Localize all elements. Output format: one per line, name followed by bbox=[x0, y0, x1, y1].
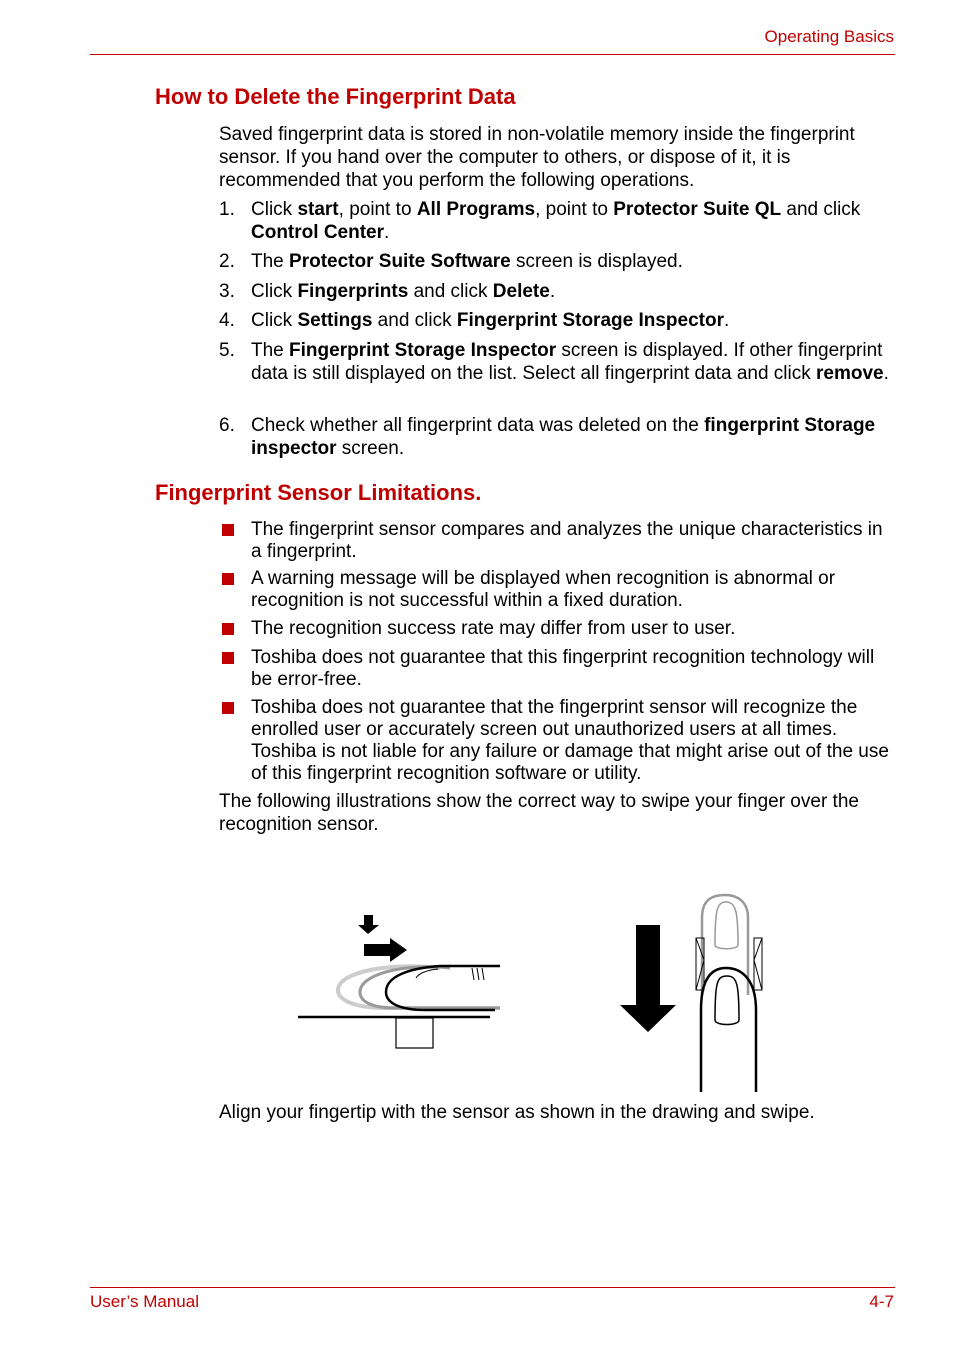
step-number: 6. bbox=[219, 415, 235, 436]
step-number: 2. bbox=[219, 251, 235, 272]
step-number: 5. bbox=[219, 340, 235, 361]
large-down-arrow-icon bbox=[636, 925, 660, 1007]
bullet-item bbox=[219, 697, 895, 785]
section-heading-limitations: Fingerprint Sensor Limitations. bbox=[155, 480, 482, 505]
step-item bbox=[219, 250, 895, 273]
step-text: Click start, point to All Programs, point to Protector Suite QL and click Control Center. bbox=[251, 199, 861, 243]
footer-rule bbox=[90, 1287, 895, 1288]
delete-intro-paragraph: Saved fingerprint data is stored in non-volatile memory inside the fingerprint sensor. If you hand over the computer to others, or dispose of it, it is recommended that you perform the following operations. bbox=[219, 124, 855, 191]
header-rule bbox=[90, 54, 895, 55]
bullet-square-icon bbox=[222, 702, 234, 714]
bullet-text: The recognition success rate may differ from user to user. bbox=[251, 618, 736, 639]
small-down-arrow-icon bbox=[364, 915, 373, 925]
step-text: The Protector Suite Software screen is displayed. bbox=[251, 251, 683, 272]
illustration-intro-paragraph: The following illustrations show the correct way to swipe your finger over the recognition sensor. bbox=[219, 791, 859, 835]
step-number: 4. bbox=[219, 310, 235, 331]
step-item bbox=[219, 198, 895, 244]
page-number: 4-7 bbox=[869, 1292, 894, 1311]
step-item bbox=[219, 414, 895, 460]
bullet-text: Toshiba does not guarantee that the fingerprint sensor will recognize the enrolled user or accurately screen out unauthorized users at all times. Toshiba is not liable for any failure or damage that might arise out of the use of this fingerprint recognition software or utility. bbox=[251, 697, 889, 784]
illustration-caption: Align your fingertip with the sensor as shown in the drawing and swipe. bbox=[219, 1102, 815, 1123]
step-item bbox=[219, 309, 895, 332]
step-text: Click Fingerprints and click Delete. bbox=[251, 281, 556, 302]
footer-manual-title: User’s Manual bbox=[90, 1292, 199, 1311]
step-text: Click Settings and click Fingerprint Storage Inspector. bbox=[251, 310, 730, 331]
sensor-icon bbox=[396, 1018, 433, 1048]
bullet-text: A warning message will be displayed when recognition is abnormal or recognition is not successful within a fixed duration. bbox=[251, 568, 836, 611]
section-heading-delete: How to Delete the Fingerprint Data bbox=[155, 84, 516, 109]
right-arrow-icon bbox=[364, 944, 390, 956]
step-item bbox=[219, 280, 895, 303]
step-item bbox=[219, 339, 895, 385]
step-text: The Fingerprint Storage Inspector screen is displayed. If other fingerprint data is still displayed on the list. Select all fingerprint data and click remove. bbox=[251, 340, 889, 384]
bullet-item bbox=[219, 519, 895, 563]
finger-swipe-illustration bbox=[290, 890, 780, 1100]
running-header: Operating Basics bbox=[764, 27, 894, 46]
bullet-square-icon bbox=[222, 652, 234, 664]
bullet-square-icon bbox=[222, 524, 234, 536]
bullet-item bbox=[219, 647, 895, 691]
bullet-square-icon bbox=[222, 573, 234, 585]
bullet-square-icon bbox=[222, 623, 234, 635]
bullet-item bbox=[219, 568, 895, 612]
step-number: 3. bbox=[219, 281, 235, 302]
bullet-item bbox=[219, 618, 895, 640]
step-number: 1. bbox=[219, 199, 235, 220]
top-view-finger-drawing bbox=[620, 895, 762, 1092]
bullet-text: Toshiba does not guarantee that this fingerprint recognition technology will be error-free. bbox=[251, 647, 875, 690]
step-text: Check whether all fingerprint data was deleted on the fingerprint Storage inspector screen. bbox=[251, 415, 876, 459]
side-view-finger-drawing bbox=[298, 915, 500, 1048]
bullet-text: The fingerprint sensor compares and analyzes the unique characteristics in a fingerprint. bbox=[251, 519, 883, 562]
